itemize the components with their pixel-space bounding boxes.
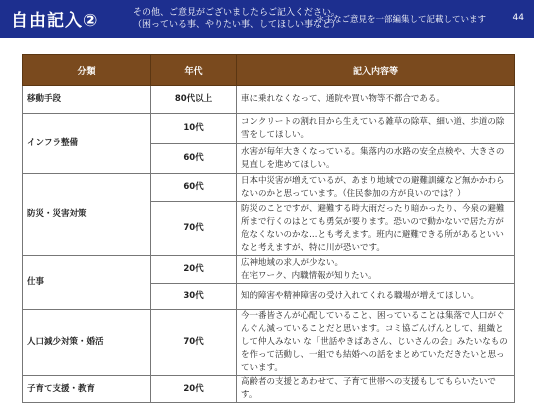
comment-cell: 日本中災害が増えているが、あまり地域での避難訓練など無かかわらないのかと思っています。（住民参加の方が良いのでは？） bbox=[237, 174, 515, 202]
header-category: 分類 bbox=[23, 55, 151, 86]
category-cell: 移動手段 bbox=[23, 86, 151, 114]
comment-cell: 防災のことですが、避難する時大雨だったり暗かったり、今泉の避難所まで行くのはとても勇気が要ります。恐いので動かないで居た方が危なくないのかな…とも考えます。班内に避難できる所があるといいなと考えますが、特に川が恐いです。 bbox=[237, 202, 515, 256]
category-cell: インフラ整備 bbox=[23, 114, 151, 174]
table-row bbox=[23, 256, 515, 284]
page-number: 44 bbox=[512, 13, 524, 23]
comment-cell: 高齢者の支援とあわせて、子育て世帯への支援もしてもらいたいです。 bbox=[237, 376, 515, 403]
header-content: 記入内容等 bbox=[237, 55, 515, 86]
comment-cell: 水害が毎年大きくなっている。集落内の水路の安全点検や、大きさの見直しを進めてほしい。 bbox=[237, 144, 515, 174]
table-row bbox=[23, 114, 515, 144]
category-cell: 人口減少対策・婚活 bbox=[23, 310, 151, 376]
page-title: 自由記入② bbox=[11, 11, 99, 31]
age-cell: 70代 bbox=[151, 310, 237, 376]
table-row bbox=[23, 174, 515, 202]
subtitle-line-2: （困っている事、やりたい事、してほしい事など） bbox=[133, 20, 341, 30]
header-age: 年代 bbox=[151, 55, 237, 86]
comment-cell: 広神地域の求人が少ない。 在宅ワーク、内職情報が知りたい。 bbox=[237, 256, 515, 284]
age-cell: 80代以上 bbox=[151, 86, 237, 114]
subtitle bbox=[133, 7, 340, 31]
category-cell: 防災・災害対策 bbox=[23, 174, 151, 256]
table-row bbox=[23, 376, 515, 403]
table-row bbox=[23, 86, 515, 114]
free-comment-table bbox=[22, 54, 515, 403]
slide-header bbox=[0, 0, 534, 38]
age-cell: 20代 bbox=[151, 376, 237, 403]
category-cell: 仕事 bbox=[23, 256, 151, 310]
category-cell: 子育て支援・教育 bbox=[23, 376, 151, 403]
edit-note: ＊主なご意見を一部編集して記載しています bbox=[316, 15, 487, 25]
comment-cell: 知的障害や精神障害の受け入れてくれる職場が増えてほしい。 bbox=[237, 284, 515, 310]
table-row bbox=[23, 310, 515, 376]
age-cell: 10代 bbox=[151, 114, 237, 144]
comment-cell: 車に乗れなくなって、通院や買い物等不都合である。 bbox=[237, 86, 515, 114]
table-header-row bbox=[23, 55, 515, 86]
comment-cell: 今一番皆さんが心配していること、困っていることは集落で人口がぐんぐん減っていることだと思います。コミ協ごんげんとして、組織として仲人みない な「世話やきばあさん、じいさんの会」みたいなものを作って活動し、一組でも結婚への話をまとめていただきたいと思っています。 bbox=[237, 310, 515, 376]
age-cell: 30代 bbox=[151, 284, 237, 310]
subtitle-line-1: その他、ご意見がございましたらご記入ください。 bbox=[133, 8, 341, 18]
comment-cell: コンクリートの割れ目から生えている雑草の除草、細い道、歩道の除雪をしてほしい。 bbox=[237, 114, 515, 144]
age-cell: 60代 bbox=[151, 174, 237, 202]
age-cell: 70代 bbox=[151, 202, 237, 256]
age-cell: 60代 bbox=[151, 144, 237, 174]
age-cell: 20代 bbox=[151, 256, 237, 284]
